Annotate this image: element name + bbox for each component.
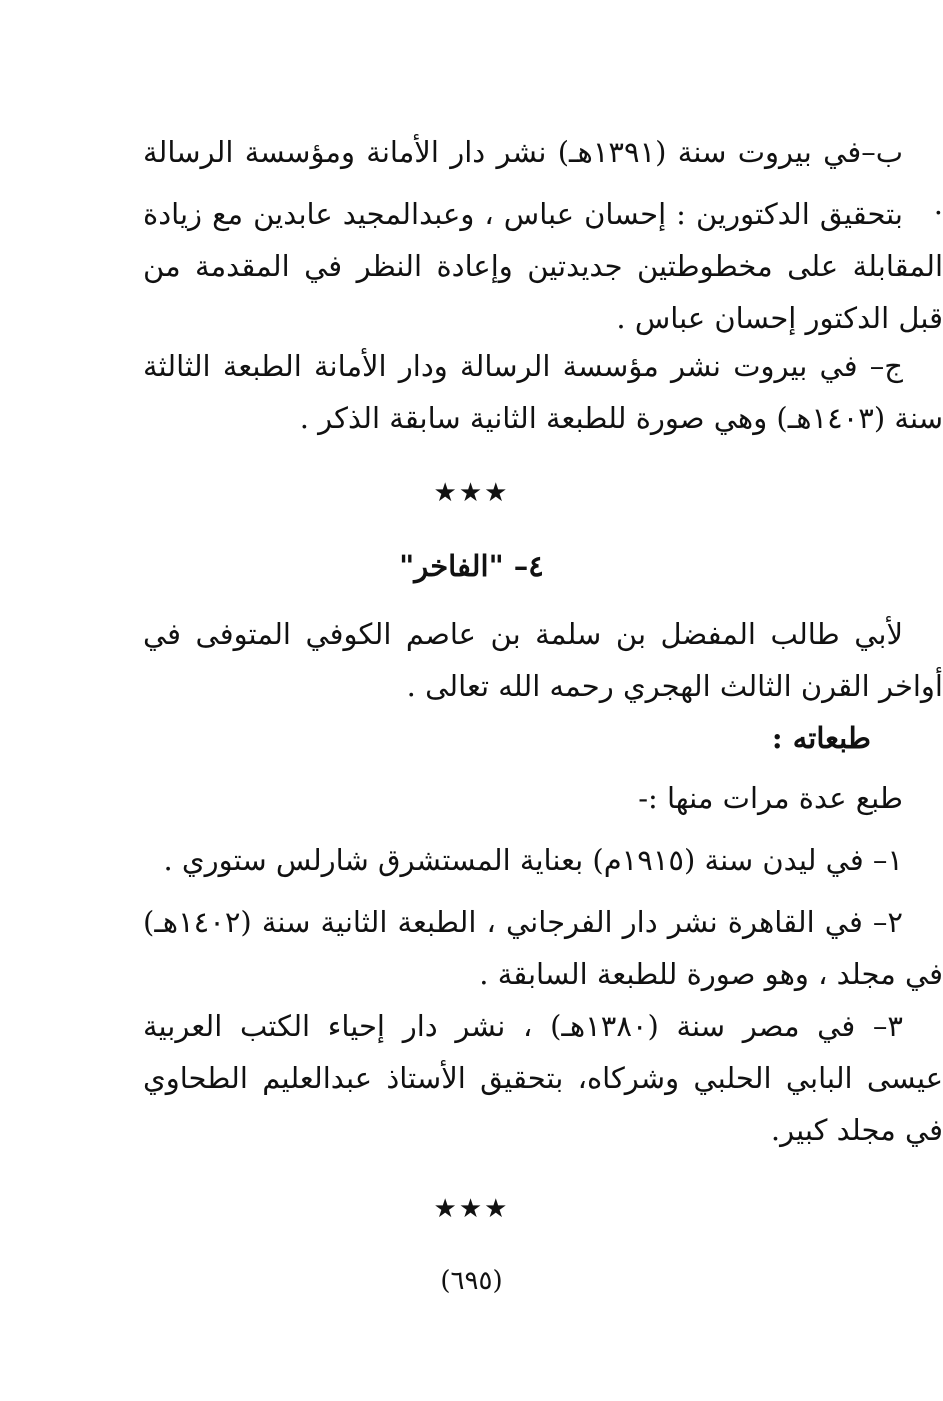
paragraph-tahqiq: بتحقيق الدكتورين : إحسان عباس ، وعبدالمجيد عابدين مع زيادة المقابلة على مخطوطتين جديدتين وإعادة النظر في المقدمة من قبل الدكتور إحسان عباس . bbox=[143, 197, 943, 335]
editions-heading: طبعاته : bbox=[771, 721, 871, 755]
paragraph-edition-b: ب–في بيروت سنة (١٣٩١هـ) نشر دار الأمانة ومؤسسة الرسالة . bbox=[143, 135, 943, 221]
paragraph-edition-2: ٢– في القاهرة نشر دار الفرجاني ، الطبعة الثانية سنة (١٤٠٢هـ) في مجلد ، وهو صورة للطبعة السابقة . bbox=[143, 905, 943, 991]
separator-stars-bottom: ★★★ bbox=[433, 1194, 510, 1224]
paragraph-printed-times: طبع عدة مرات منها :- bbox=[638, 781, 903, 815]
paragraph-edition-3: ٣– في مصر سنة (١٣٨٠هـ) ، نشر دار إحياء الكتب العربية عيسى البابي الحلبي وشركاه، بتحقيق الأستاذ عبدالعليم الطحاوي في مجلد كبير. bbox=[143, 1009, 943, 1147]
paragraph-edition-j: ج– في بيروت نشر مؤسسة الرسالة ودار الأمانة الطبعة الثالثة سنة (١٤٠٣هـ) وهي صورة للطبعة الثانية سابقة الذكر . bbox=[143, 349, 943, 435]
page-number: (٦٩٥) bbox=[440, 1266, 503, 1296]
section-heading: ٤– "الفاخر" bbox=[399, 549, 544, 583]
paragraph-edition-1: ١– في ليدن سنة (١٩١٥م) بعناية المستشرق شارلس ستوري . bbox=[163, 843, 903, 877]
separator-stars-top: ★★★ bbox=[433, 478, 510, 508]
paragraph-author: لأبي طالب المفضل بن سلمة بن عاصم الكوفي المتوفى في أواخر القرن الثالث الهجري رحمه الله تعالى . bbox=[143, 617, 943, 703]
